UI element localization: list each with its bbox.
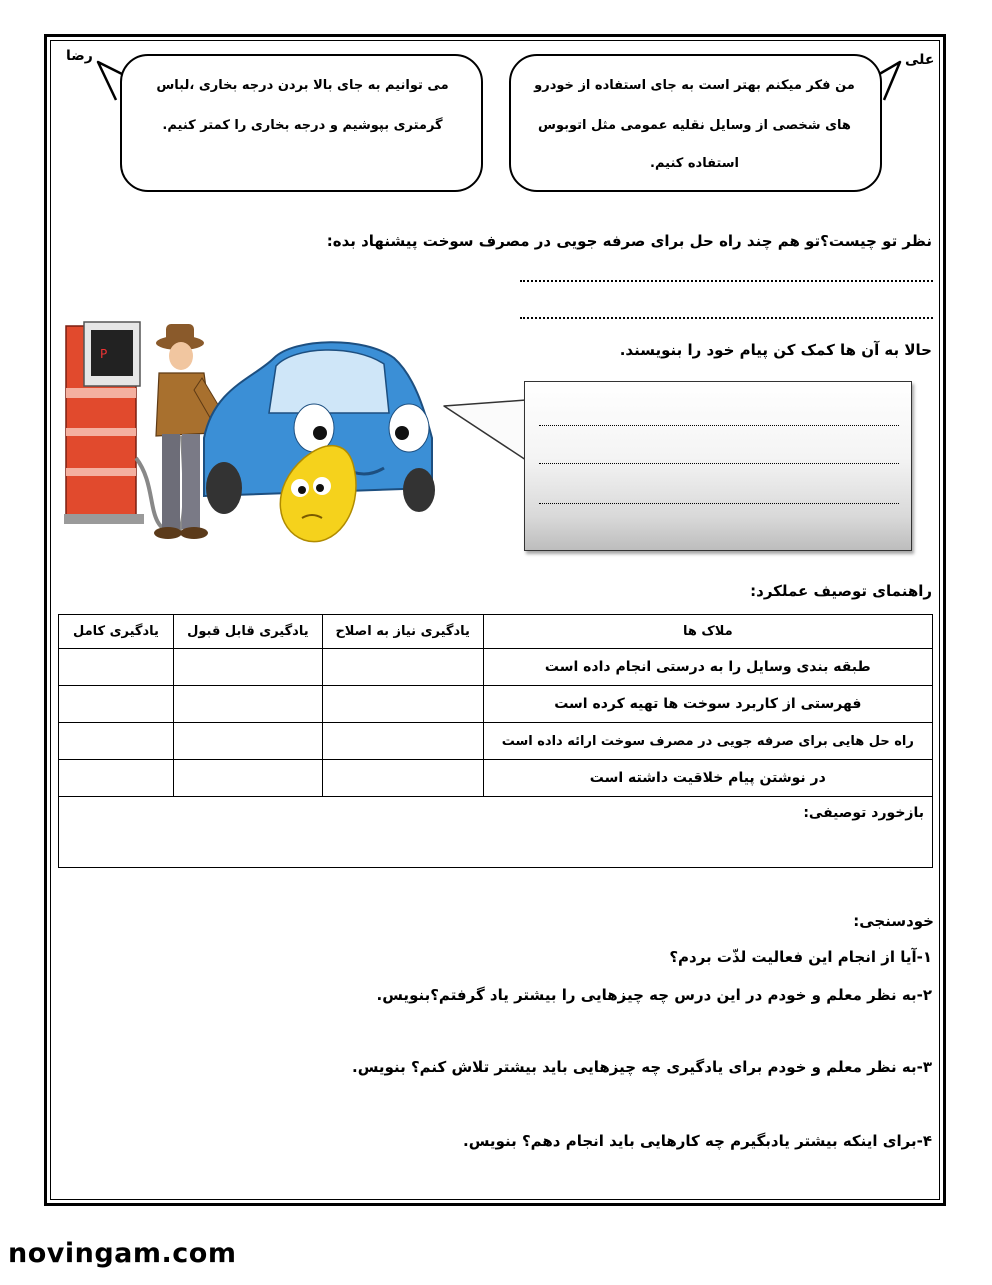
message-box-pointer [440,390,530,490]
message-line-2[interactable] [539,462,899,464]
rubric-cell[interactable] [322,760,483,797]
rubric-title: راهنمای توصیف عملکرد: [750,582,932,600]
reza-speech-line-1: می توانیم به جای بالا بردن درجه بخاری ،لباس [156,78,449,93]
question-message: حالا به آن ها کمک کن پیام خود را بنویسند. [619,341,932,359]
rubric-header-row [59,615,933,649]
rubric-cell[interactable] [322,686,483,723]
answer-line-1[interactable] [520,280,933,282]
message-line-1[interactable] [539,424,899,426]
table-row [59,760,933,797]
speaker-ali: علی [905,52,935,68]
rubric-cell[interactable] [59,723,174,760]
rubric-cell[interactable] [59,760,174,797]
rubric-criterion: در نوشتن پیام خلاقیت داشته است [483,760,932,797]
table-row [59,723,933,760]
rubric-header-complete: یادگیری کامل [59,615,174,649]
feedback-label: بازخورد توصیفی: [803,805,924,821]
rubric-cell[interactable] [59,686,174,723]
rubric-cell[interactable] [59,649,174,686]
speaker-reza: رضا [66,48,93,64]
rubric-header-needs-improvement: یادگیری نیاز به اصلاح [322,615,483,649]
self-assessment-item-3: ۳-به نظر معلم و خودم برای یادگیری چه چیزهایی باید بیشتر تلاش کنم؟ بنویس. [352,1058,932,1076]
rubric-cell[interactable] [173,760,322,797]
rubric-cell[interactable] [173,649,322,686]
message-line-3[interactable] [539,502,899,504]
rubric-criterion: فهرستی از کاربرد سوخت ها تهیه کرده است [483,686,932,723]
rubric-cell[interactable] [322,723,483,760]
rubric-criterion: طبقه بندی وسایل را به درستی انجام داده است [483,649,932,686]
site-watermark: novingam.com [8,1238,237,1269]
ali-speech-line-1: من فکر میکنم بهتر است به جای استفاده از خودرو [534,78,855,93]
ali-speech-line-3: استفاده کنیم. [650,156,739,171]
self-assessment-item-2: ۲-به نظر معلم و خودم در این درس چه چیزهایی را بیشتر یاد گرفتم؟بنویس. [376,986,932,1004]
rubric-criterion: راه حل هایی برای صرفه جویی در مصرف سوخت ارائه داده است [483,723,932,760]
rubric-cell[interactable] [173,686,322,723]
reza-speech-line-2: گرمتری بپوشیم و درجه بخاری را کمتر کنیم. [162,118,443,133]
self-assessment-title: خودسنجی: [853,912,934,930]
self-assessment-item-4: ۴-برای اینکه بیشتر یادبگیرم چه کارهایی باید انجام دهم؟ بنویس. [463,1132,932,1150]
fuel-station-illustration [64,318,444,558]
pump-display-text: P [100,347,108,361]
rubric-header-criteria: ملاک ها [483,615,932,649]
answer-line-2[interactable] [520,317,933,319]
ali-speech-line-2: های شخصی از وسایل نقلیه عمومی مثل اتوبوس [538,118,851,133]
question-solutions: نظر تو چیست؟تو هم چند راه حل برای صرفه جویی در مصرف سوخت پیشنهاد بده: [326,232,932,250]
feedback-box[interactable] [58,795,933,868]
self-assessment-item-1: ۱-آیا از انجام این فعالیت لذّت بردم؟ [669,948,932,966]
table-row [59,649,933,686]
rubric-header-acceptable: یادگیری قابل قبول [173,615,322,649]
rubric-cell[interactable] [322,649,483,686]
rubric-table [58,614,933,797]
table-row [59,686,933,723]
rubric-cell[interactable] [173,723,322,760]
message-box [524,381,912,551]
